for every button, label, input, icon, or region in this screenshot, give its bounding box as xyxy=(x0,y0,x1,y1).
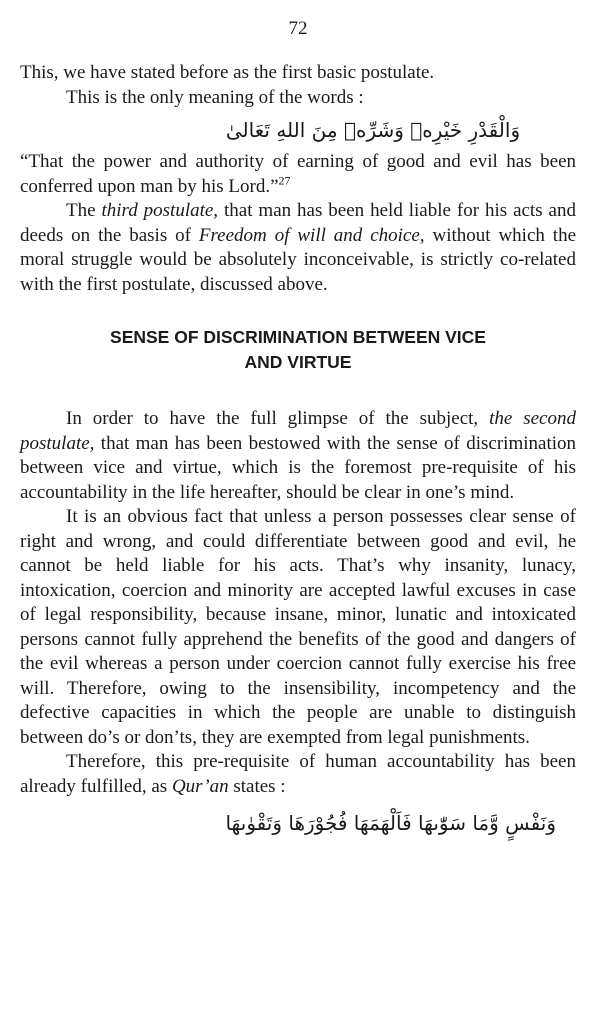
emphasis-freedom-of-will: Freedom of will and choice, xyxy=(198,224,425,246)
emphasis-second-postulate: the second postulate, xyxy=(20,408,576,454)
document-page xyxy=(20,0,576,843)
text-segment: Therefore, this pre-requisite of human accountability has been already fulfilled, as xyxy=(20,751,576,797)
paragraph-meaning-of-words: This is the only meaning of the words : xyxy=(66,86,364,108)
emphasis-quran: Qur’an xyxy=(171,775,229,797)
paragraph-prerequisite-fulfilled xyxy=(20,750,576,799)
text-segment: In order to have the full glimpse of the subject, xyxy=(66,408,490,429)
emphasis-third-postulate: third postulate, xyxy=(101,200,219,221)
paragraph-third-postulate xyxy=(20,199,576,297)
paragraph-second-postulate xyxy=(20,407,576,505)
heading-line-1: SENSE OF DISCRIMINATION BETWEEN VICE xyxy=(110,327,486,347)
text-segment: The xyxy=(66,200,102,221)
text-segment: states : xyxy=(228,775,286,797)
arabic-quote-qadr: وَالْقَدْرِ خَيْرِهٖ وَشَرِّهٖ مِنَ اللهِ تَعَالىٰ xyxy=(225,118,521,142)
page-number: 72 xyxy=(288,18,308,39)
section-heading xyxy=(20,325,576,375)
footnote-marker: 27 xyxy=(278,173,291,188)
arabic-quote-nafs: وَنَفْسٍ وَّمَا سَوّٰىهَا فَاَلْهَمَهَا فُجُوْرَهَا وَتَقْوٰىهَا xyxy=(225,811,556,835)
paragraph-obvious-fact: It is an obvious fact that unless a person possesses clear sense of right and wrong, and could differentiate between good and evil, he cannot be held liable for his acts. That’s why insanity, lunacy, intoxication, coercion and minority are accepted lawful excuses in case of legal responsibility, because insane, minor, lunatic and intoxicated persons cannot fully apprehend the benefits of the good and dangers of the evil whereas a person under coercion cannot fully exercise his free will. Therefore, owing to the insensibility, incompetency and the defective capacities in which the people are unable to distinguish between do’s or don’ts, they are exempted from legal punishments. xyxy=(20,506,576,748)
text-segment: without which the moral struggle would be absolutely inconceivable, is strictly co-related with the first postulate, discussed above. xyxy=(20,224,577,295)
paragraph-first-postulate: This, we have stated before as the first basic postulate. xyxy=(20,62,435,83)
text-segment: that man has been bestowed with the sense of discrimination between vice and virtue, which is the foremost pre-requisite of his accountability in the life hereafter, should be clear in one’s mind. xyxy=(20,432,576,503)
quote-text: “That the power and authority of earning of good and evil has been conferred upon man by his Lord.” xyxy=(20,151,576,197)
heading-line-2: AND VIRTUE xyxy=(244,352,352,372)
text-segment: that man has been held liable for his acts and deeds on the basis of xyxy=(20,200,576,246)
paragraph-power-authority xyxy=(20,150,576,199)
